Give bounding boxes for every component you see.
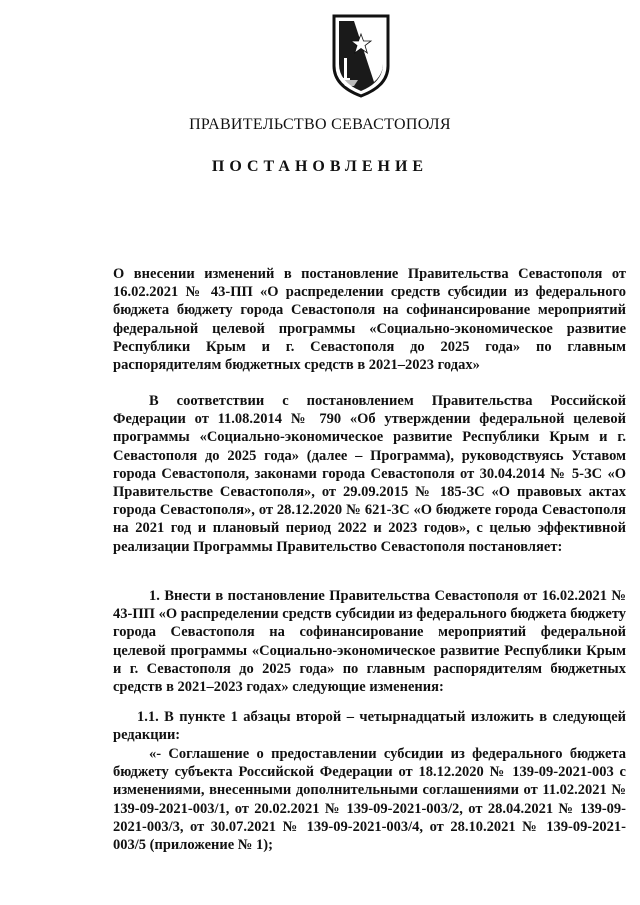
item-1-paragraph: 1. Внести в постановление Правительства Севастополя от 16.02.2021 № 43-ПП «О распределении средств субсидии из федерального бюджета бюджету города Севастополя на софинансирование мероприятий федеральной целевой программы «Социально-экономическое развитие Республики Крым и г. Севастополя до 2025 года» по главным распорядителям бюджетных средств в 2021–2023 годах» следующие изменения: xyxy=(113,588,626,696)
preamble-paragraph xyxy=(113,392,626,556)
government-title: ПРАВИТЕЛЬСТВО СЕВАСТОПОЛЯ xyxy=(189,116,451,133)
document-type: ПОСТАНОВЛЕНИЕ xyxy=(211,158,429,175)
item-1-1-paragraph: 1.1. В пункте 1 абзацы второй – четырнадцатый изложить в следующей редакции: xyxy=(113,709,626,744)
sevastopol-coat-of-arms-icon xyxy=(330,12,392,98)
resolution-subject: О внесении изменений в постановление Правительства Севастополя от 16.02.2021 № 43-ПП «О распределении средств субсидии из федерального бюджета бюджету города Севастополя на софинансирование мероприятий федеральной целевой программы «Социально-экономическое развитие Республики Крым и г. Севастополя до 2025 года» по главным распорядителям бюджетных средств в 2021–2023 годах» xyxy=(113,266,626,374)
quoted-agreement-paragraph: «- Соглашение о предоставлении субсидии из федерального бюджета бюджету субъекта Российской Федерации от 18.12.2020 № 139-09-2021-003 с изменениями, внесенными дополнительными соглашениями от 11.02.2021 № 139-09-2021-003/1, от 20.02.2021 № 139-09-2021-003/2, от 28.04.2021 № 139-09-2021-003/3, от 30.07.2021 № 139-09-2021-003/4, от 28.10.2021 № 139-09-2021-003/5 (приложение № 1); xyxy=(113,746,626,854)
resolves-word: постановляет: xyxy=(468,538,563,555)
preamble-text: В соответствии с постановлением Правительства Российской Федерации от 11.08.2014 № 790 «Об утверждении федеральной целевой программы «Социально-экономическое развитие Республики Крым и г. Севастополя до 2025 года» (далее – Программа), руководствуясь Уставом города Севастополя, законами города Севастополя от 30.04.2014 № 5-ЗС «О Правительстве Севастополя», от 29.09.2015 № 185-ЗС «О правовых актах города Севастополя», от 28.12.2020 № 621-ЗС «О бюджете города Севастополя на 2021 год и плановый период 2022 и 2023 годов», с целью эффективной реализации Программы Правительство Севастополя xyxy=(113,393,626,555)
